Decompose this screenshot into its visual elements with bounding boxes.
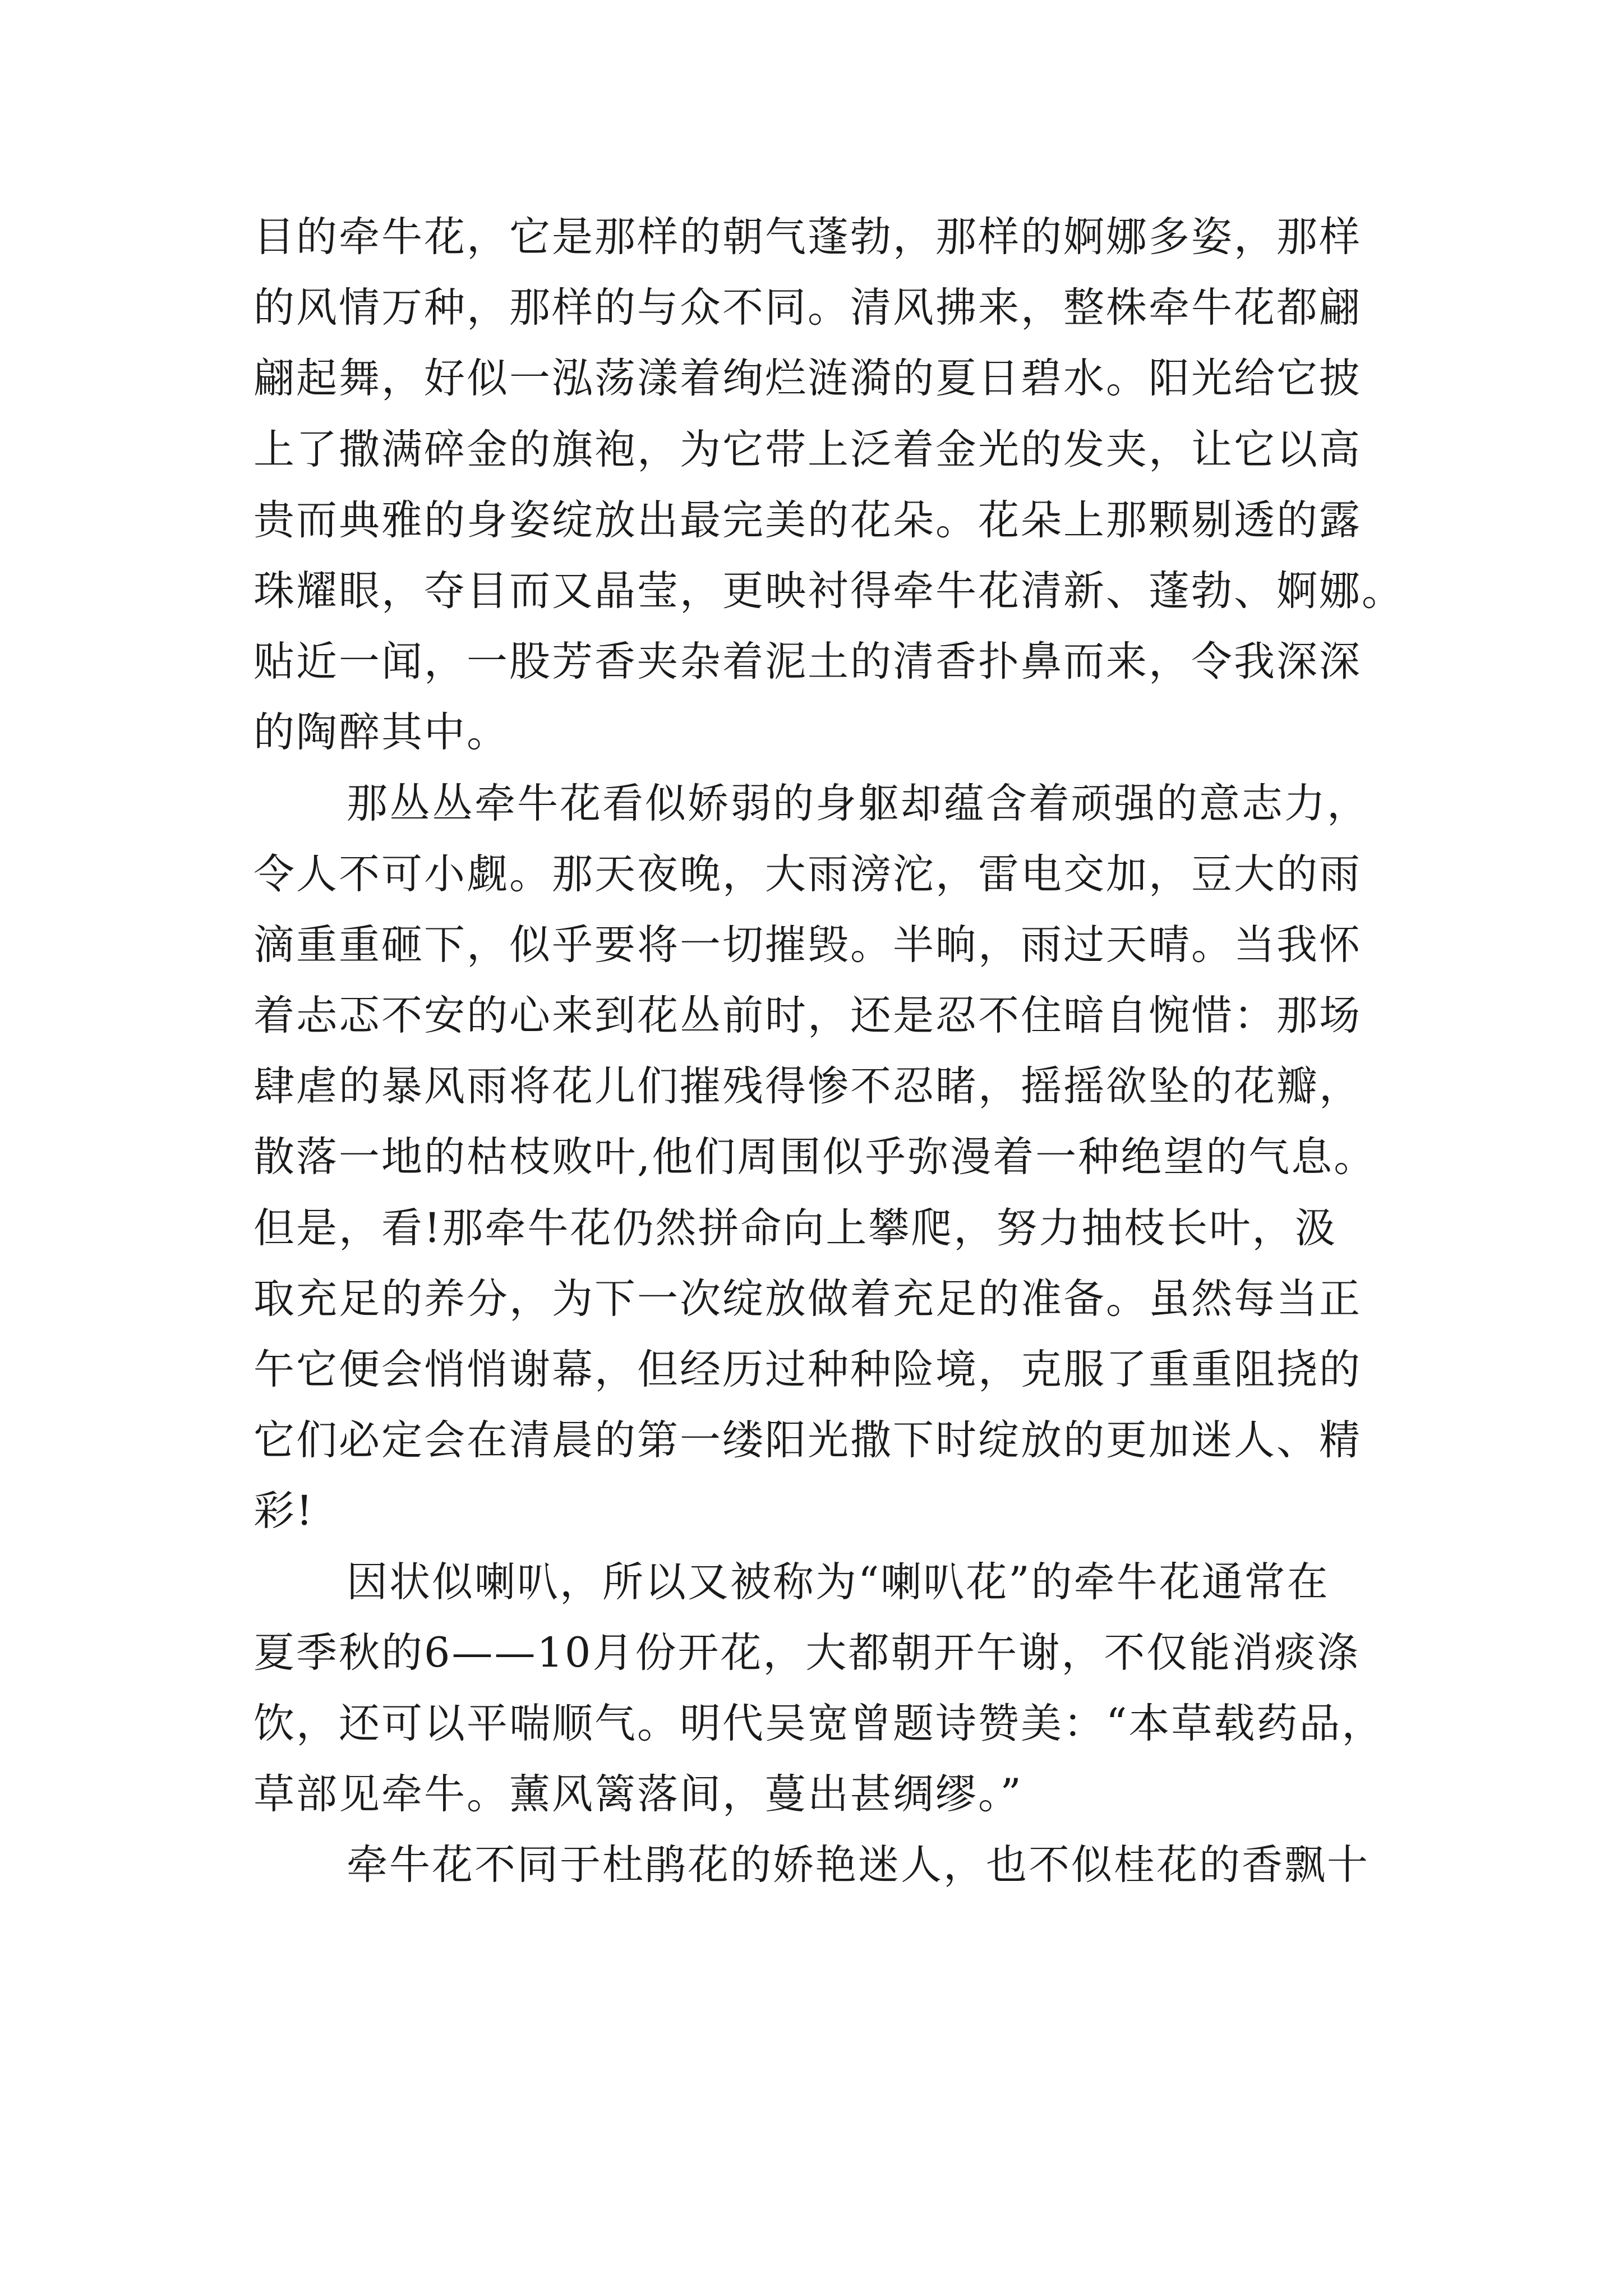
text-line: 着忐忑不安的心来到花丛前时，还是忍不住暗自惋惜：那场 [253,992,1362,1040]
text-line: 珠耀眼，夺目而又晶莹，更映衬得牵牛花清新、蓬勃、婀娜。 [253,567,1404,615]
text-line: 令人不可小觑。那天夜晚，大雨滂沱，雷电交加，豆大的雨 [253,850,1362,898]
text-line: 夏季秋的6——10月份开花，大都朝开午谢，不仅能消痰涤 [253,1628,1360,1677]
text-line: 目的牵牛花，它是那样的朝气蓬勃，那样的婀娜多姿，那样 [253,213,1362,261]
text-line: 翩起舞，好似一泓荡漾着绚烂涟漪的夏日碧水。阳光给它披 [253,355,1362,403]
text-line: 贵而典雅的身姿绽放出最完美的花朵。花朵上那颗剔透的露 [253,496,1362,544]
text-line: 饮，还可以平喘顺气。明代吴宽曾题诗赞美：“本草载药品， [253,1699,1385,1747]
text-line: 滴重重砸下，似乎要将一切摧毁。半晌，雨过天晴。当我怀 [253,921,1362,969]
text-line: 肆虐的暴风雨将花儿们摧残得惨不忍睹，摇摇欲坠的花瓣， [253,1062,1362,1111]
text-line: 取充足的养分，为下一次绽放做着充足的准备。虽然每当正 [253,1274,1362,1323]
text-line: 牵牛花不同于杜鹃花的娇艳迷人，也不似桂花的香飘十 [347,1841,1370,1889]
text-line: 它们必定会在清晨的第一缕阳光撒下时绽放的更加迷人、精 [253,1416,1362,1465]
text-line: 午它便会悄悄谢幕，但经历过种种险境，克服了重重阻挠的 [253,1346,1362,1393]
text-line: 但是，看!那牵牛花仍然拼命向上攀爬，努力抽枝长叶，汲 [253,1204,1338,1252]
text-line: 草部见牵牛。薰风篱落间，蔓出甚绸缪。” [253,1770,1023,1819]
text-line: 因状似喇叭，所以又被称为“喇叭花”的牵牛花通常在 [347,1558,1330,1606]
text-line: 上了撒满碎金的旗袍，为它带上泛着金光的发夹，让它以高 [253,425,1362,473]
text-line: 彩! [253,1487,315,1535]
text-line: 的陶醉其中。 [253,708,509,757]
text-line: 贴近一闻，一股芳香夹杂着泥土的清香扑鼻而来，令我深深 [253,638,1362,686]
text-line: 散落一地的枯枝败叶,他们周围似乎弥漫着一种绝望的气息。 [253,1133,1377,1181]
body-text [253,202,1404,1901]
text-line: 那丛丛牵牛花看似娇弱的身躯却蕴含着顽强的意志力， [347,779,1370,827]
text-line: 的风情万种，那样的与众不同。清风拂来，整株牵牛花都翩 [253,284,1362,332]
